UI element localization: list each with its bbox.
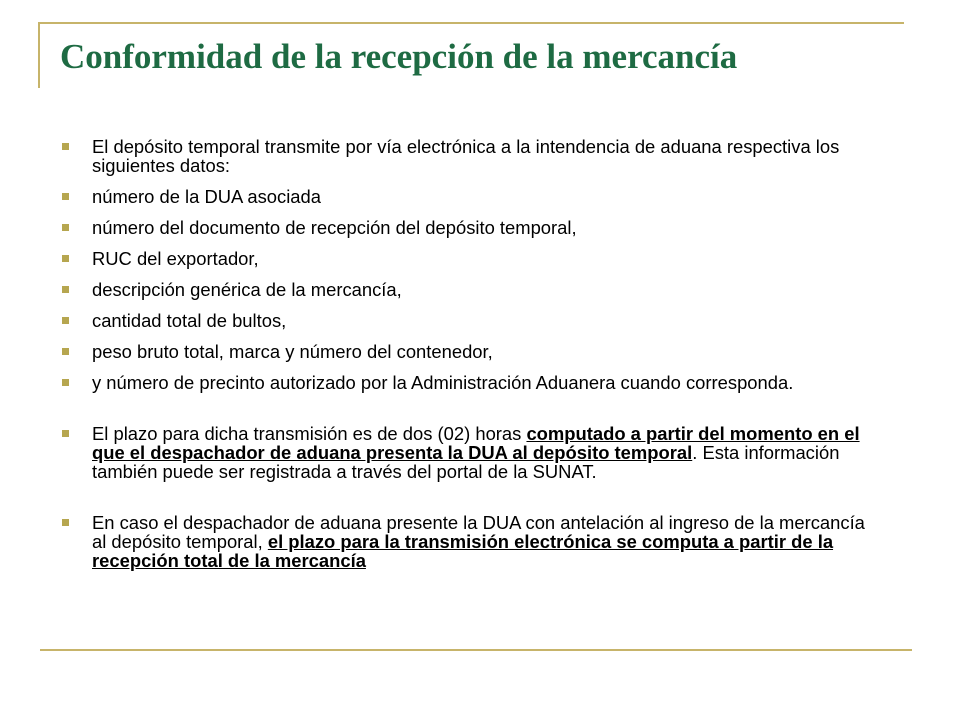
- bullet-item: [62, 218, 922, 237]
- square-bullet-icon: [62, 255, 69, 262]
- bullet-list: [62, 137, 922, 570]
- bullet-item: [62, 311, 922, 330]
- plazo-emphasis: computado a partir del momento en el que el despachador de aduana presenta la DUA al depósito temporal: [92, 423, 860, 463]
- bullet-item-plazo: [62, 424, 882, 481]
- bullet-text: descripción genérica de la mercancía,: [92, 279, 402, 300]
- square-bullet-icon: [62, 379, 69, 386]
- bullet-text: y número de precinto autorizado por la Administración Aduanera cuando corresponda.: [92, 372, 794, 393]
- bullet-text: RUC del exportador,: [92, 248, 259, 269]
- bullet-text: [92, 512, 865, 571]
- bullet-item: [62, 187, 922, 206]
- slide-title: Conformidad de la recepción de la mercancía: [60, 37, 738, 76]
- square-bullet-icon: [62, 143, 69, 150]
- square-bullet-icon: [62, 193, 69, 200]
- square-bullet-icon: [62, 519, 69, 526]
- bullet-text: número de la DUA asociada: [92, 186, 321, 207]
- plazo-text-tail: . Esta información también puede ser registrada a través del portal de la SUNAT.: [92, 442, 840, 482]
- bullet-item-antelacion: [62, 513, 882, 570]
- bullet-text: [92, 423, 860, 482]
- bullet-text: número del documento de recepción del depósito temporal,: [92, 217, 577, 238]
- bullet-item: [62, 137, 882, 175]
- bullet-item: [62, 249, 922, 268]
- bullet-text: cantidad total de bultos,: [92, 310, 287, 331]
- bottom-rule: [40, 649, 912, 651]
- bullet-text: El depósito temporal transmite por vía electrónica a la intendencia de aduana respectiva los siguientes datos:: [92, 136, 840, 176]
- square-bullet-icon: [62, 224, 69, 231]
- square-bullet-icon: [62, 430, 69, 437]
- bullet-item: [62, 373, 882, 392]
- square-bullet-icon: [62, 286, 69, 293]
- plazo-text: El plazo para dicha transmisión es de dos (02) horas: [92, 423, 527, 444]
- bullet-item: [62, 342, 922, 361]
- square-bullet-icon: [62, 317, 69, 324]
- square-bullet-icon: [62, 348, 69, 355]
- bullet-text: peso bruto total, marca y número del contenedor,: [92, 341, 493, 362]
- antelacion-emphasis: el plazo para la transmisión electrónica se computa a partir de la recepción total de la mercancía: [92, 531, 834, 571]
- top-rule: [38, 22, 904, 24]
- left-rule: [38, 22, 40, 88]
- antelacion-text: En caso el despachador de aduana presente la DUA con antelación al ingreso de la mercancía al depósito temporal,: [92, 512, 865, 552]
- bullet-item: [62, 280, 922, 299]
